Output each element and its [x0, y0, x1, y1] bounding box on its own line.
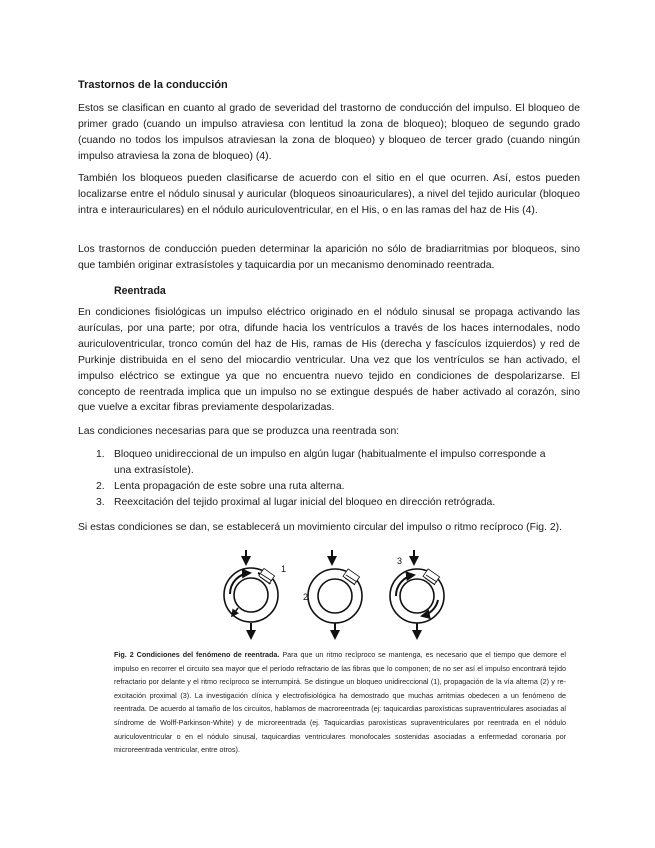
list-number: 1.: [96, 449, 105, 460]
list-item-text: Lenta propagación de este sobre una ruta alterna.: [114, 480, 345, 492]
list-number: 3.: [96, 496, 105, 508]
caption-title: Fig. 2 Condiciones del fenómeno de reentrada.: [114, 650, 280, 659]
circuit-diagram-1: [224, 550, 286, 638]
conditions-list: [78, 447, 580, 511]
list-item: [78, 479, 580, 495]
list-number: 2.: [96, 480, 105, 492]
paragraph-circular-movement: Si estas condiciones se dan, se establecerá un movimiento circular del impulso o ritmo recíproco (Fig. 2).: [78, 522, 562, 533]
list-item-text-line1: Bloqueo unidireccional de un impulso en algún lugar (habitualmente el impulso corresponde a: [114, 449, 546, 460]
paragraph-conditions-intro: Las condiciones necesarias para que se produzca una reentrada son:: [78, 426, 400, 437]
figure-label-1: 1: [281, 564, 287, 574]
list-item-text-line2: una extrasístole).: [114, 464, 194, 476]
figure-caption: [114, 648, 566, 757]
paragraph-physiology: En condiciones fisiológicas un impulso eléctrico originado en el nódulo sinusal se propaga activando las aurículas, por una parte; por otra, difunde hacia los ventrículos a través de los haces internodales, nodo auriculoventricular, tronco común del haz de His, ramas de His (derecha y fascículos izquierdos) y red de Purkinje distribuida en el seno del miocardio ventricular. Una vez que los ventrículos se han activado, el impulso eléctrico se extingue ya que no encuentra nuevo tejido en condiciones de despolarizarse. El concepto de reentrada implica que un impulso no se extingue después de haber activado al corazón, sino que vuelve a excitar fibras previamente despolarizadas.: [78, 307, 580, 414]
figure-label-2: 2: [303, 592, 309, 602]
reentry-circuit-figure: [216, 550, 452, 640]
list-item: [78, 447, 580, 479]
paragraph-reentry-intro: Los trastornos de conducción pueden determinar la aparición no sólo de bradiarritmias por bloqueos, sino que también originar extrasístoles y taquicardia por un mecanismo denominado reentrada.: [78, 244, 580, 271]
figure-label-3: 3: [397, 556, 403, 566]
paragraph-block-degrees: Estos se clasifican en cuanto al grado de severidad del trastorno de conducción del impulso. El bloqueo de primer grado (cuando un impulso atraviesa con lentitud la zona de bloqueo); bloqueo de segundo grado (cuando no todos los impulsos atraviesan la zona de bloqueo) y bloqueo de tercer grado (cuando ningún impulso atraviesa la zona de bloqueo) (4).: [78, 103, 580, 162]
list-item: [78, 495, 580, 511]
circuit-diagram-2: [303, 550, 362, 638]
caption-body: Para que un ritmo recíproco se mantenga, es necesario que el tiempo que demore el impulso en recorrer el circuito sea mayor que el período refractario de las fibras que lo componen; de no ser así el impulso encontrará tejido refractario por delante y el ritmo recíproco se interrumpirá. Se distingue un bloqueo unidireccional (1), propagación de la vía alterna (2) y re-excitación proximal (3). La investigación clínica y electrofisiológica ha demostrado que muchas arritmias obedecen a un fenómeno de reentrada. De acuerdo al tamaño de los circuitos, hablamos de macroreentrada (ej: taquicardias paroxísticas supraventriculares asociadas al síndrome de Wolff-Parkinson-White) y de microreentrada (ej. Taquicardias paroxísticas supraventriculares por reentrada en el nódulo auriculoventricular o en el nódulo sinusal, taquicardias ventriculares monofocales sostenidas asociadas a enfermedad coronaria por microreentrada ventricular, entre otros).: [114, 650, 567, 755]
section-heading: Trastornos de la conducción: [78, 79, 228, 91]
circuit-diagram-3: [390, 550, 444, 638]
paragraph-block-sites: También los bloqueos pueden clasificarse de acuerdo con el sitio en el que ocurren. Así, estos pueden localizarse entre el nódulo sinusal y auricular (bloqueos sinoauriculares), a nivel del tejido auricular (bloqueo intra e interauriculares) en el nódulo auriculoventricular, en el His, o en las ramas del haz de His (4).: [78, 173, 580, 216]
subheading-reentrada: Reentrada: [114, 285, 166, 297]
list-item-text: Reexcitación del tejido proximal al lugar inicial del bloqueo en dirección retrógrada.: [114, 496, 496, 508]
